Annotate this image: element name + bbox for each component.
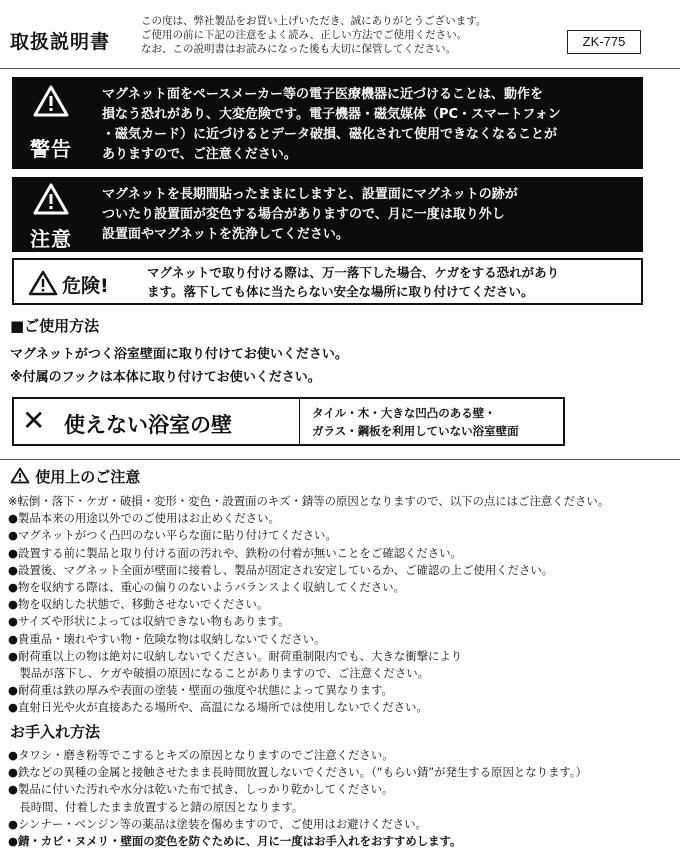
list-item: ●物を収納する際は、重心の偏りのないようバランスよく収納してください。 [8,580,405,594]
unusable-walls-line: ガラス・鋼板を利用していない浴室壁面 [312,424,519,438]
precautions-heading-row [10,466,140,487]
list-item: ●耐荷重以上の物は絶対に収納しないでください。耐荷重制限内でも、大きな衝撃により [8,648,463,663]
header [0,0,680,70]
caution-line: ついたり設置面が変色する場合がありますので、月に一度は取り外し [102,207,505,222]
care-heading: お手入れ方法 [10,723,101,741]
intro-line: なお、この説明書はお読みになった後も大切に保管してください。 [141,43,456,55]
document-title: 取扱説明書 [10,31,111,53]
list-item: 製品が落下し、ケガや破損の原因になることがありますので、ご注意ください。 [8,666,429,680]
warning-line: ありますので、ご注意ください。 [102,147,297,162]
list-item: ●直射日光や火が直接あたる場所や、高温になる場所では使用しないでください。 [8,700,428,715]
x-mark-icon: ✕ [22,404,46,437]
unusable-walls-box [12,397,565,446]
caution-text [102,185,518,245]
caution-line: 設置面やマグネットを洗浄してください。 [102,227,349,242]
danger-text [147,263,559,301]
intro-text [141,14,561,56]
danger-line: ます。落下しても体に当たらない安全な場所に取り付けてください。 [147,284,534,299]
list-item: ●シンナー・ベンジン等の薬品は塗装を傷めますので、ご使用はお避けください。 [8,816,427,831]
list-item: ●貴重品・壊れやすい物・危険な物は収納しないでください。 [8,631,326,646]
usage-line: マグネットがつく浴室壁面に取り付けてお使いください。 [10,347,348,362]
usage-line: ※付属のフックは本体に取り付けてお使いください。 [10,370,321,385]
list-item: ●サイズや形状によっては収納できない物もあります。 [8,614,290,629]
warning-triangle-icon [10,467,30,484]
list-item: 長時間、付着したまま放置すると錆の原因となります。 [8,799,304,814]
warning-line: マグネット面をペースメーカー等の電子医療機器に近づけることは、動作を [102,87,543,102]
caution-box [12,177,643,252]
list-item: ●設置後、マグネット全面が壁面に接着し、製品が固定され安定しているか、ご確認の上ご使用ください。 [8,562,554,577]
warning-text [102,85,561,165]
warning-triangle-icon [33,85,69,117]
list-item: ●設置する前に製品と取り付ける面の汚れや、鉄粉の付着が無いことをご確認ください。 [8,545,462,560]
list-item: ※転倒・落下・ケガ・破損・変形・変色・設置面のキズ・錆等の原因となりますので、以下の点にはご注意ください。 [8,494,610,508]
list-item: ●タワシ・磨き粉等でこするとキズの原因となりますのでご注意ください。 [8,748,394,762]
intro-line: この度は、弊社製品をお買い上げいただき、誠にありがとうございます。 [141,15,487,27]
unusable-walls-line: タイル・木・大きな凹凸のある壁・ [312,406,496,420]
caution-line: マグネットを長期間貼ったままにしますと、設置面にマグネットの跡が [102,187,518,202]
list-item: ●錆・カビ・ヌメリ・壁面の変色を防ぐために、月に一度はお手入れをおすすめします。 [8,834,462,848]
list-item: ●物を収納した状態で、移動させないでください。 [8,597,269,612]
warning-box [12,77,643,169]
warning-side [12,77,90,169]
divider [0,68,680,69]
caution-label: 注意 [30,227,72,251]
danger-box [12,258,643,305]
list-item: ●製品本来の用途以外でのご使用はお止めください。 [8,511,280,526]
precautions-heading: 使用上のご注意 [35,468,141,486]
warning-label: 警告 [30,137,72,161]
warning-line: 損なう恐れがあり、大変危険です。電子機器・磁気媒体（PC・スマートフォン [102,107,561,122]
intro-line: ご使用の前に下記の注意をよく読み、正しい方法でご使用ください。 [141,29,468,41]
list-item: ●マグネットがつく凸凹のない平らな面に貼り付けてください。 [8,528,337,543]
danger-label: 危険! [62,275,109,297]
divider [299,399,300,444]
danger-line: マグネットで取り付ける際は、万一落下した場合、ケガをする恐れがあり [147,265,560,280]
usage-heading: ■ご使用方法 [10,317,100,335]
warning-line: ・磁気カード）に近づけるとデータ破損、磁化されて使用できなくなることが [102,127,558,142]
list-item: ●耐荷重は鉄の厚みや表面の塗装・壁面の強度や状態によって異なります。 [8,683,393,698]
list-item: ●製品に付いた汚れや水分は乾いた布で拭き、しっかり乾かしてください。 [8,782,394,797]
list-item: ●鉄などの異種の金属と接触させたまま長時間放置しないでください。（“もらい錆”が発生する原因となります。） [8,765,587,780]
warning-triangle-icon [28,270,58,296]
unusable-walls-label: 使えない浴室の壁 [64,413,232,437]
model-number: ZK-775 [567,30,641,54]
warning-triangle-icon [33,183,69,215]
divider [0,459,680,460]
caution-side [12,177,90,252]
unusable-walls-description [312,404,519,440]
